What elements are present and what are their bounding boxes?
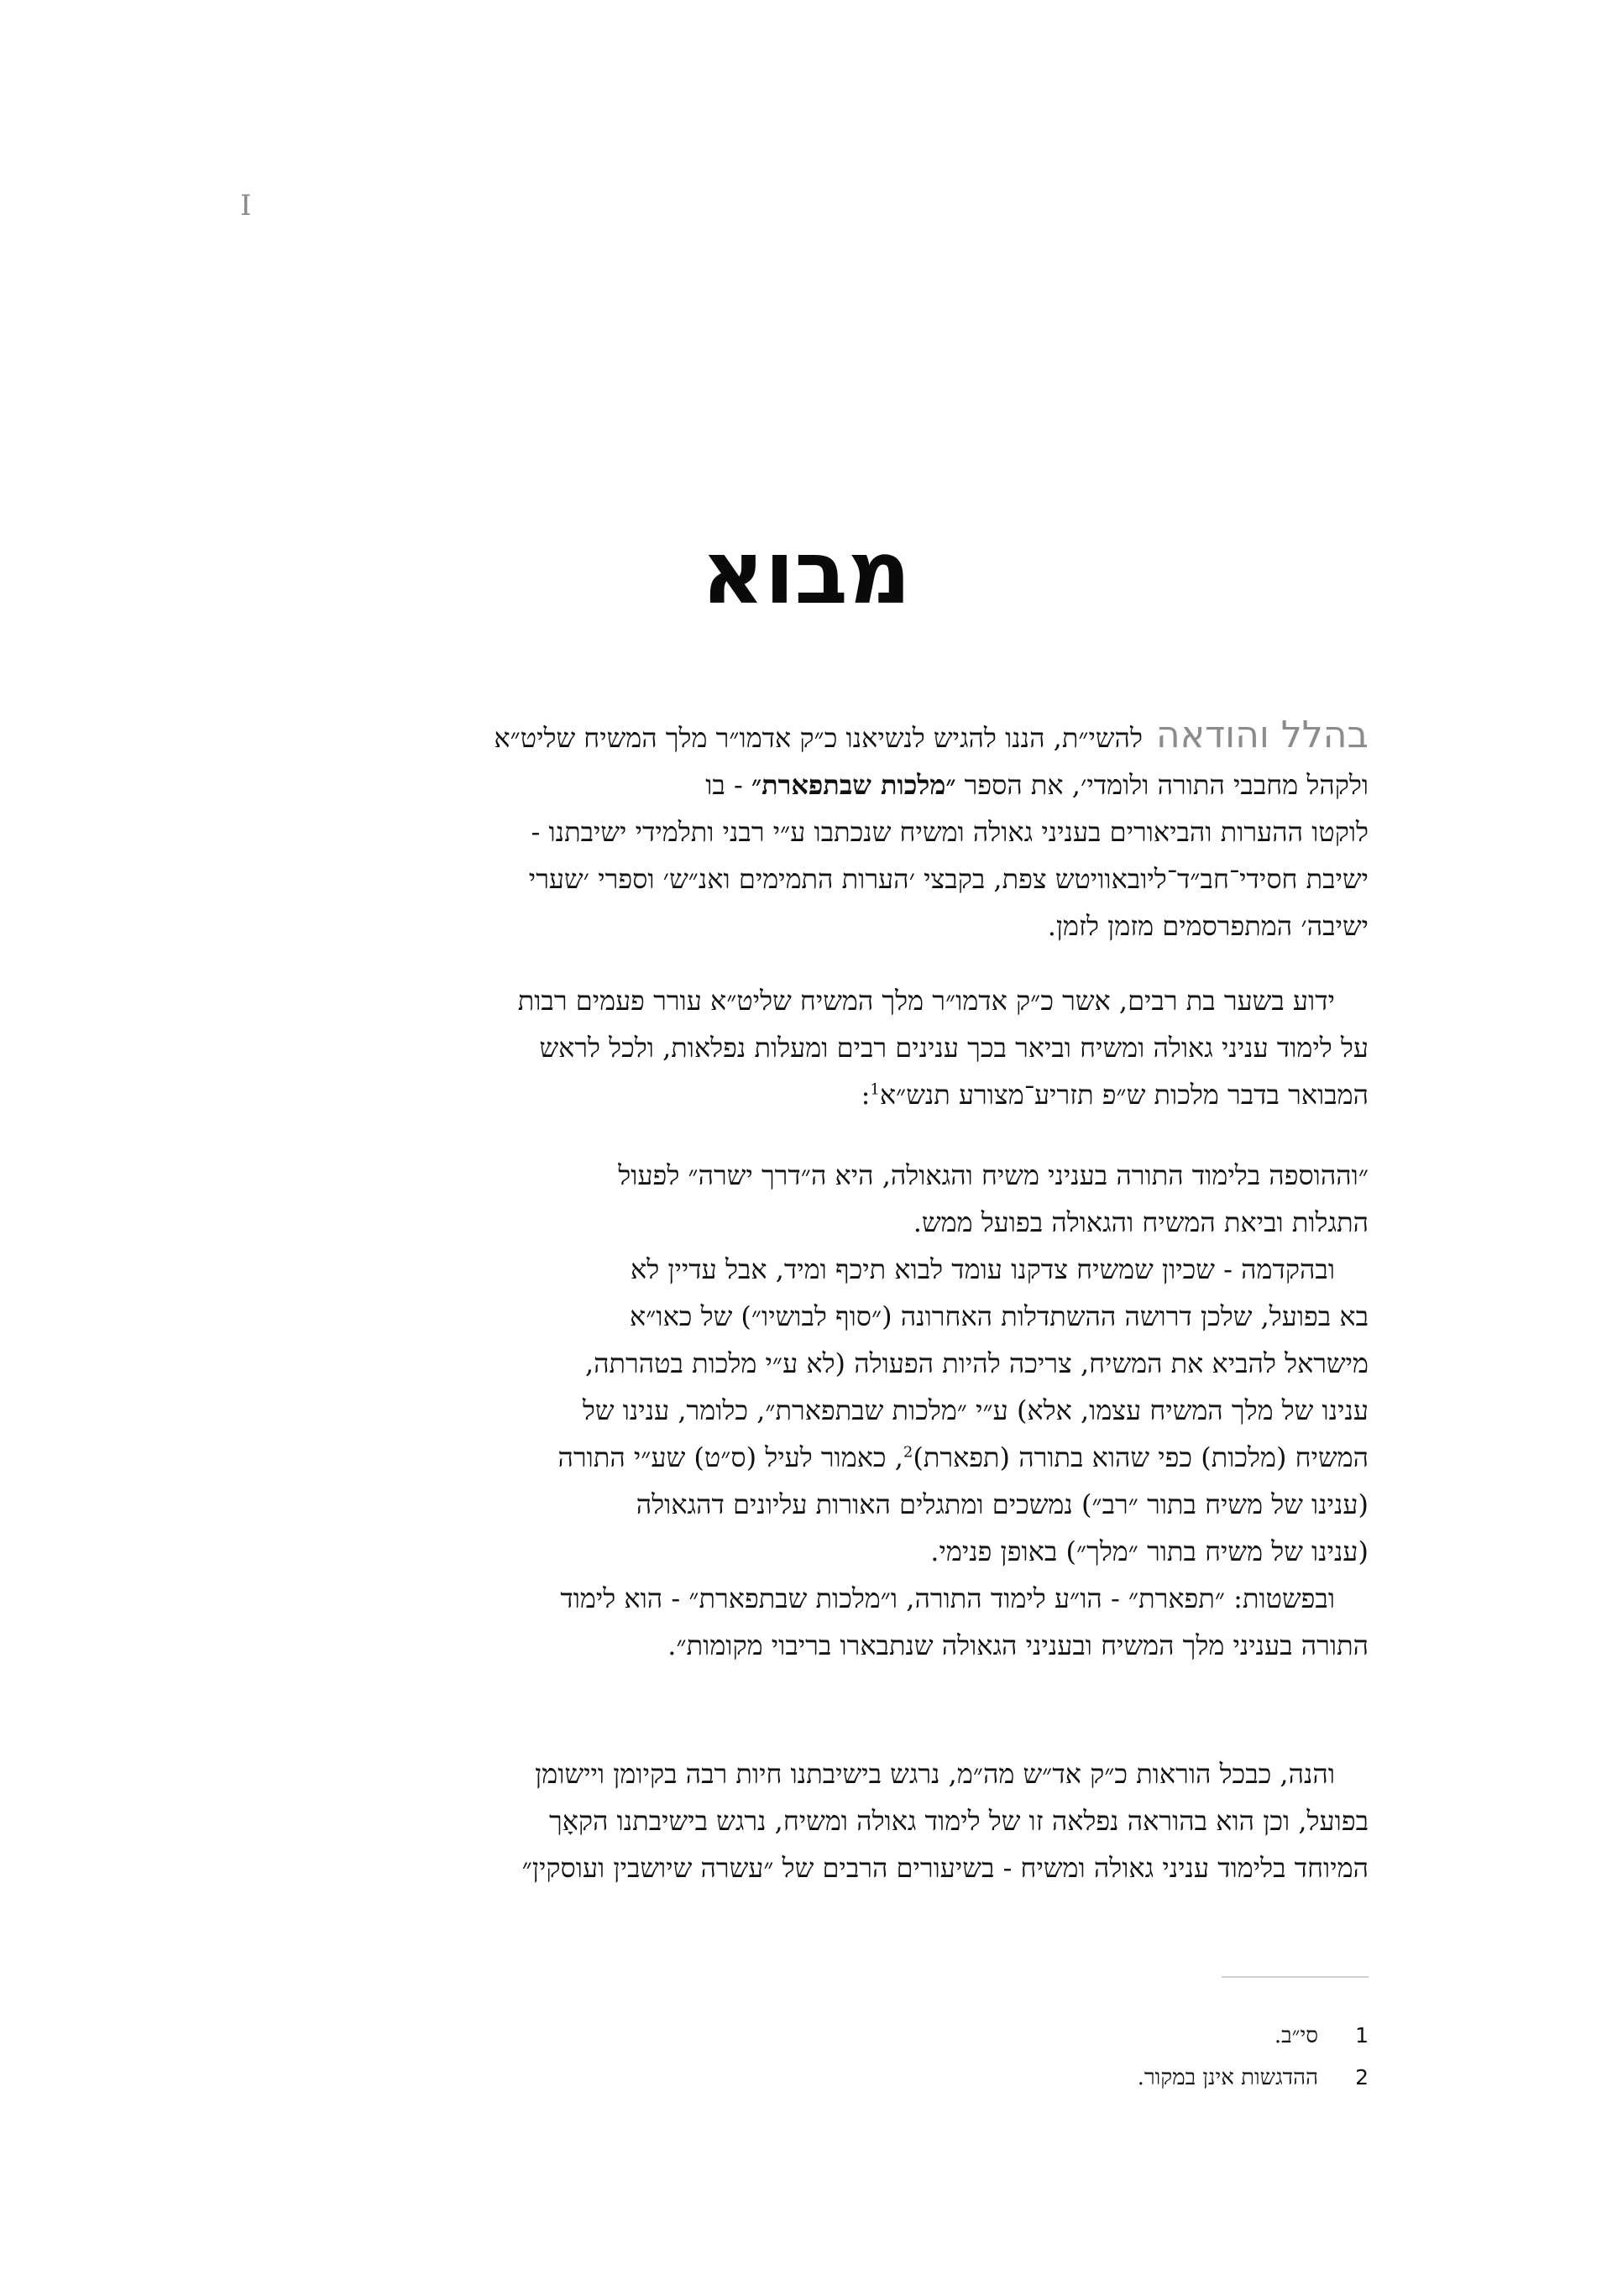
footnote-number: 1: [1355, 2023, 1369, 2048]
quote-line-10: ובפשטות: ״תפארת״ - הו״ע לימוד התורה, ו״מלכות שבתפארת״ - הוא לימוד: [560, 1582, 1335, 1614]
quote-line-4: בא בפועל, שלכן דרושה ההשתדלות האחרונה (״סוף לבושיו״) של כאו״א: [630, 1300, 1369, 1332]
footnote-text: ההדגשות אינן במקור.: [1137, 2065, 1319, 2090]
lead-words: בהלל והודאה: [1155, 714, 1369, 756]
para2-line-3: [243, 1071, 1369, 1118]
footnote-item: [1008, 2015, 1369, 2057]
footnote-ref-2[interactable]: 2: [903, 1443, 913, 1462]
intro-line-1: [243, 712, 1369, 761]
quote-line-7-post: , כאמור לעיל (ס״ט) שע״י התורה: [557, 1441, 903, 1473]
block-quote: [298, 1152, 1369, 1669]
footnote-item: [1008, 2057, 1369, 2099]
para2-line-2: על לימוד עניני גאולה ומשיח וביאר בכך ענינים רבים ומעלות נפלאות, ולכל לראש: [539, 1032, 1369, 1064]
quote-line-8: (ענינו של משיח בתור ״רב״) נמשכים ומתגלים האורות עליונים דהגאולה: [636, 1488, 1369, 1520]
intro-line-1-text: להשי״ת, הננו להגיש לנשיאנו כ״ק אדמו״ר מלך המשיח שליט״א: [494, 722, 1143, 754]
paragraph-2: [243, 977, 1369, 1118]
footnote-divider: [1222, 1976, 1369, 1978]
footnotes: [1008, 2015, 1369, 2099]
page-marker: I: [240, 189, 252, 222]
intro-line-2-pre: ולקהל מחבבי התורה ולומדי׳, את הספר: [955, 769, 1369, 801]
quote-line-7: [298, 1434, 1369, 1481]
quote-line-11: התורה בעניני מלך המשיח ובעניני הגאולה שנתבארו בריבוי מקומות״.: [667, 1629, 1369, 1661]
footnote-number: 2: [1355, 2065, 1369, 2089]
intro-line-2-post: - בו: [705, 769, 751, 801]
quote-line-9: (ענינו של משיח בתור ״מלך״) באופן פנימי.: [930, 1535, 1369, 1567]
quote-line-3: ובהקדמה - שכיון שמשיח צדקנו עומד לבוא תיכף ומיד, אבל עדיין לא: [631, 1253, 1335, 1285]
intro-line-2: [243, 761, 1369, 808]
page-title: מבוא: [700, 521, 912, 624]
quote-line-7-pre: המשיח (מלכות) כפי שהוא בתורה (תפארת): [913, 1441, 1369, 1473]
para3-line-2: בפועל, וכן הוא בהוראה נפלאה זו של לימוד גאולה ומשיח, נרגש בישיבתנו הקאָך: [548, 1805, 1369, 1837]
para3-line-3: המיוחד בלימוד עניני גאולה ומשיח - בשיעורים הרבים של ״עשרה שיושבין ועוסקין״: [521, 1852, 1369, 1884]
footnote-text: סי״ב.: [1274, 2023, 1319, 2048]
book-title: ״מלכות שבתפארת״: [751, 769, 956, 801]
footnote-ref-1[interactable]: 1: [870, 1080, 880, 1099]
quote-line-6: ענינו של מלך המשיח עצמו, אלא) ע״י ״מלכות שבתפארת״, כלומר, ענינו של: [582, 1394, 1369, 1426]
intro-line-3: לוקטו ההערות והביאורים בעניני גאולה ומשיח שנכתבו ע״י רבני ותלמידי ישיבתנו -: [531, 816, 1369, 848]
quote-line-1: ״וההוספה בלימוד התורה בעניני משיח והגאולה, היא ה״דרך ישרה״ לפעול: [618, 1159, 1369, 1191]
para3-line-1: והנה, כבכל הוראות כ״ק אד״ש מה״מ, נרגש בישיבתנו חיות רבה בקיומן ויישומן: [535, 1758, 1335, 1790]
intro-paragraph: [243, 712, 1369, 949]
para2-line-1: ידוע בשער בת רבים, אשר כ״ק אדמו״ר מלך המשיח שליט״א עורר פעמים רבות: [517, 985, 1335, 1017]
intro-line-5: ישיבה׳ המתפרסמים מזמן לזמן.: [1047, 910, 1369, 942]
para2-line-3-text: המבואר בדבר מלכות ש״פ תזריע־מצורע תנש״א: [879, 1079, 1369, 1111]
para2-line-3-end: :: [861, 1079, 871, 1111]
paragraph-3: [243, 1750, 1369, 1891]
intro-line-4: ישיבת חסידי־חב״ד־ליובאוויטש צפת, בקבצי ׳הערות התמימים ואנ״ש׳ וספרי ׳שערי: [528, 863, 1369, 895]
quote-line-2: התגלות וביאת המשיח והגאולה בפועל ממש.: [913, 1206, 1369, 1238]
quote-line-5: מישראל להביא את המשיח, צריכה להיות הפעולה (לא ע״י מלכות בטהרתה,: [584, 1347, 1369, 1379]
